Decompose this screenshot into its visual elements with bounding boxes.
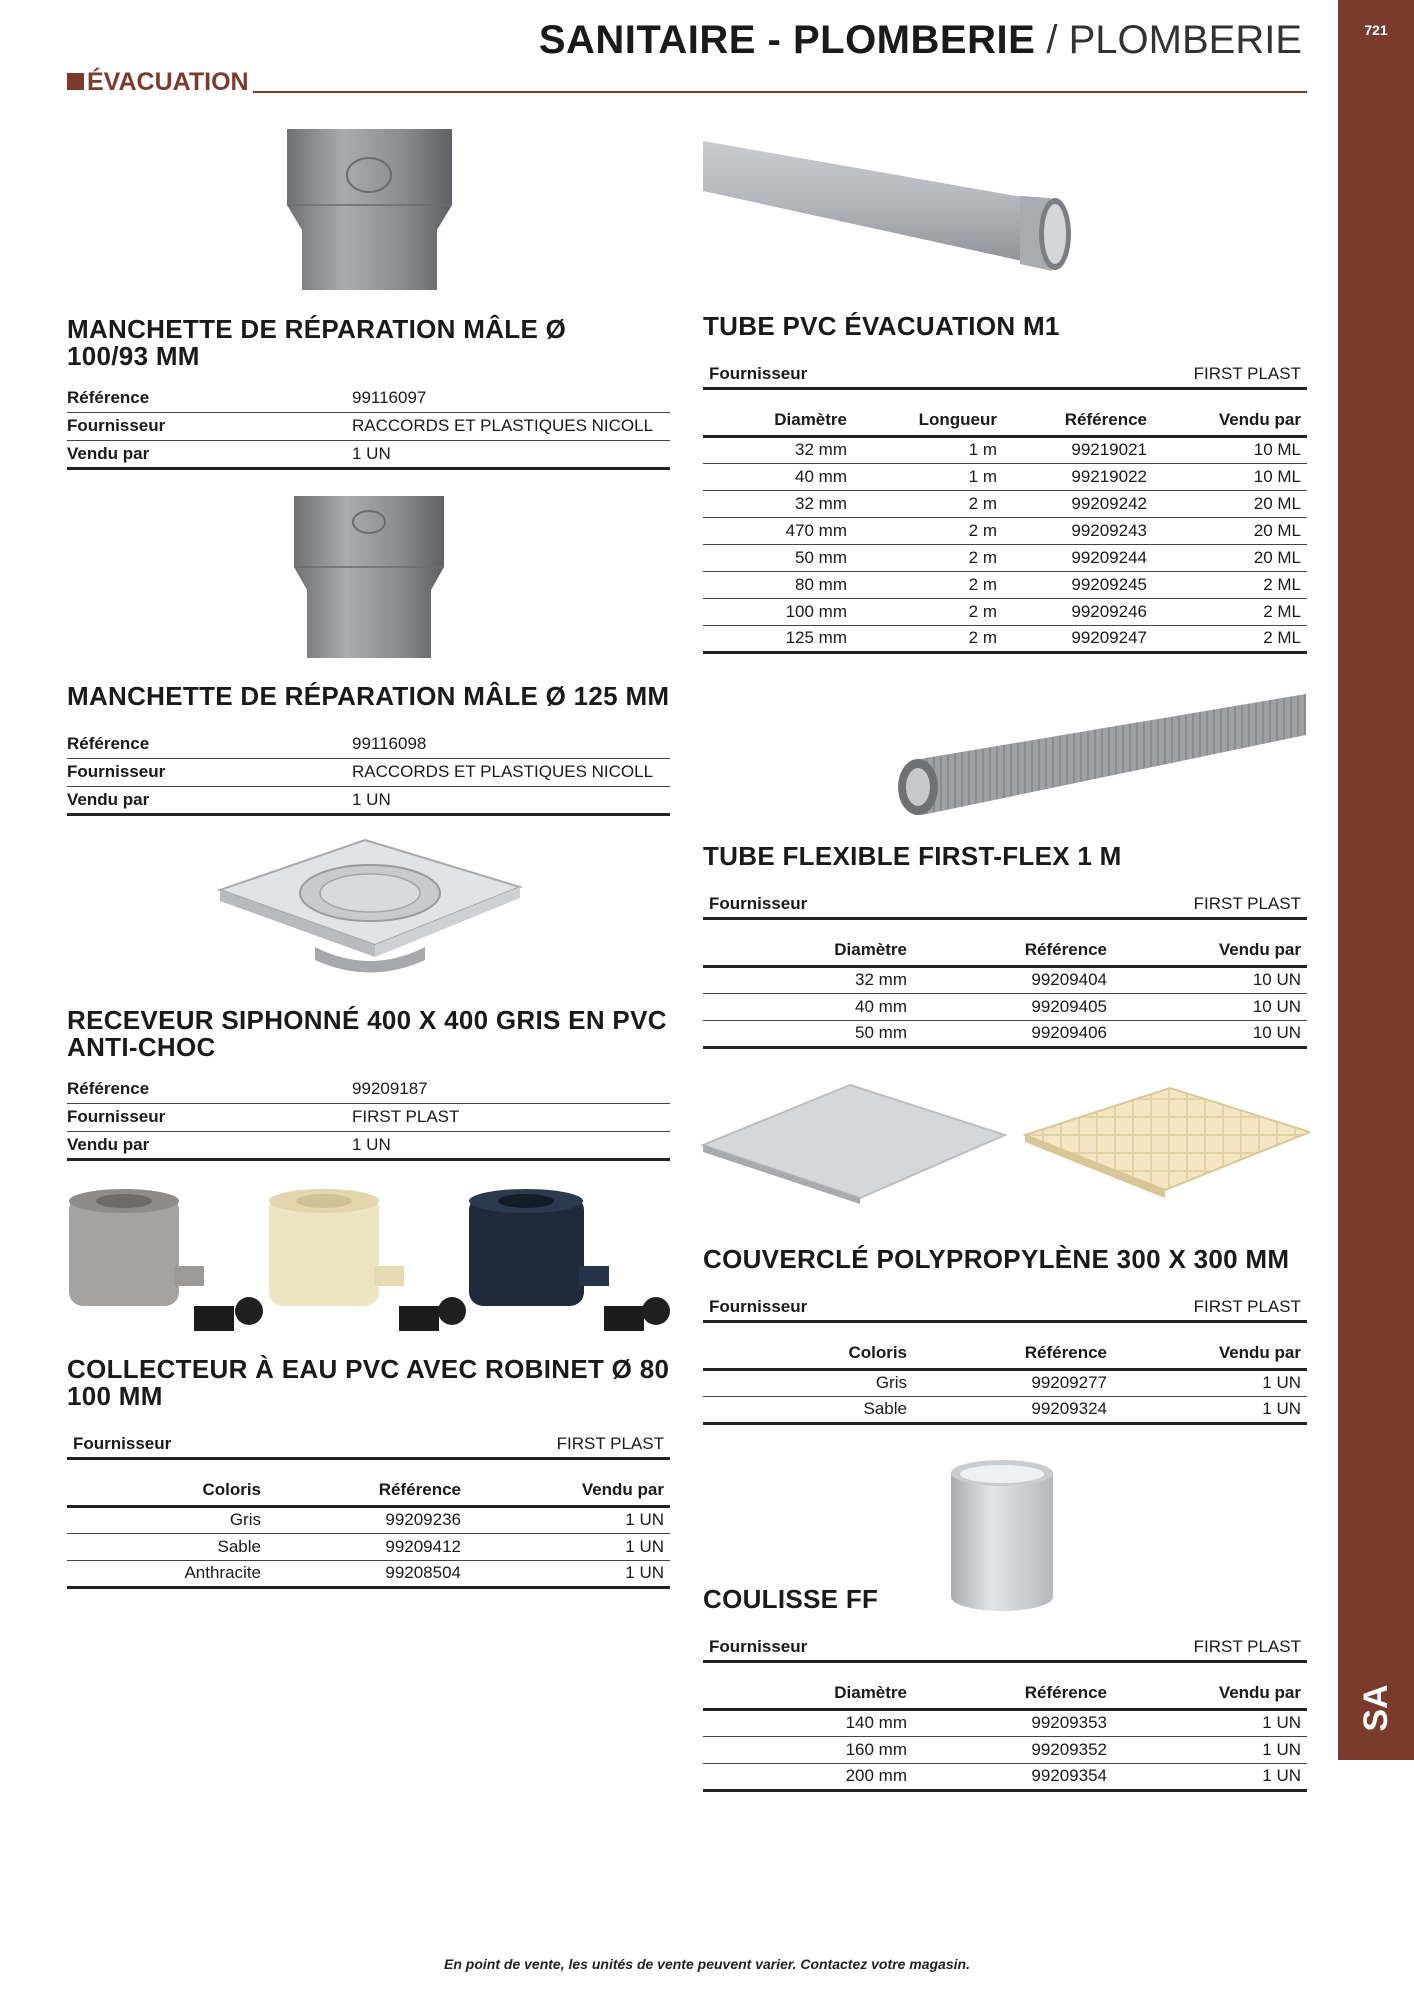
product-manchette-100 bbox=[67, 316, 670, 470]
cell-coloris: Gris bbox=[67, 1506, 267, 1533]
spec-key: Fournisseur bbox=[67, 1103, 352, 1131]
column-header-reference: Référence bbox=[913, 936, 1113, 966]
column-header-diametre: Diamètre bbox=[703, 1679, 913, 1709]
product-title: COUVERCLÉ POLYPROPYLÈNE 300 X 300 MM bbox=[703, 1244, 1290, 1274]
variant-row bbox=[703, 490, 1307, 517]
variant-row bbox=[703, 993, 1307, 1020]
cell-longueur: 2 m bbox=[853, 544, 1003, 571]
supplier-key: Fournisseur bbox=[709, 893, 808, 913]
variant-row bbox=[703, 544, 1307, 571]
product-couvercle bbox=[703, 1246, 1307, 1425]
cell-diametre: 40 mm bbox=[703, 993, 913, 1020]
product-title: MANCHETTE DE RÉPARATION MÂLE Ø 100/93 MM bbox=[67, 314, 567, 371]
supplier-value: FIRST PLAST bbox=[1193, 363, 1301, 383]
cell-diametre: 32 mm bbox=[703, 490, 853, 517]
product-tube-flex bbox=[703, 843, 1307, 1049]
manchette-100-image bbox=[282, 125, 457, 295]
cell-reference: 99209236 bbox=[267, 1506, 467, 1533]
variant-table bbox=[67, 1476, 670, 1589]
spec-key: Vendu par bbox=[67, 1131, 352, 1159]
cell-diametre: 40 mm bbox=[703, 463, 853, 490]
cell-vendu-par: 1 UN bbox=[1113, 1736, 1307, 1763]
variant-table bbox=[703, 1339, 1307, 1425]
variant-header-row bbox=[703, 936, 1307, 966]
spec-value: 1 UN bbox=[352, 786, 670, 814]
supplier-key: Fournisseur bbox=[709, 363, 808, 383]
section-rule bbox=[253, 91, 1307, 93]
tube-flex-image bbox=[884, 690, 1309, 825]
page-number: 721 bbox=[1364, 22, 1388, 38]
spec-value: 1 UN bbox=[352, 1131, 670, 1159]
product-spec-table bbox=[67, 730, 670, 816]
column-header-reference: Référence bbox=[267, 1476, 467, 1506]
cell-reference: 99209245 bbox=[1003, 571, 1153, 598]
variant-row bbox=[703, 1736, 1307, 1763]
variant-row bbox=[703, 1020, 1307, 1047]
spec-key: Référence bbox=[67, 384, 352, 412]
spec-value: 99209187 bbox=[352, 1075, 670, 1103]
cell-diametre: 50 mm bbox=[703, 1020, 913, 1047]
product-title: MANCHETTE DE RÉPARATION MÂLE Ø 125 MM bbox=[67, 681, 670, 711]
spec-key: Vendu par bbox=[67, 786, 352, 814]
variant-row bbox=[703, 1763, 1307, 1790]
spec-row-reference bbox=[67, 1075, 670, 1103]
variant-row bbox=[703, 436, 1307, 463]
supplier-value: FIRST PLAST bbox=[1193, 1636, 1301, 1656]
spec-key: Vendu par bbox=[67, 440, 352, 468]
cell-coloris: Sable bbox=[67, 1533, 267, 1560]
supplier-row bbox=[703, 360, 1307, 390]
column-header-reference: Référence bbox=[913, 1339, 1113, 1369]
cell-vendu-par: 2 ML bbox=[1153, 625, 1307, 652]
spec-row-vendu-par bbox=[67, 786, 670, 814]
cell-diametre: 125 mm bbox=[703, 625, 853, 652]
cell-diametre: 32 mm bbox=[703, 436, 853, 463]
cell-reference: 99209247 bbox=[1003, 625, 1153, 652]
variant-row bbox=[703, 517, 1307, 544]
supplier-key: Fournisseur bbox=[709, 1636, 808, 1656]
column-header-vendu-par: Vendu par bbox=[1113, 1679, 1307, 1709]
column-header-vendu-par: Vendu par bbox=[1113, 1339, 1307, 1369]
supplier-value: FIRST PLAST bbox=[1193, 1296, 1301, 1316]
supplier-row bbox=[703, 1293, 1307, 1323]
cell-reference: 99209353 bbox=[913, 1709, 1113, 1736]
spec-key: Référence bbox=[67, 730, 352, 758]
cell-reference: 99209242 bbox=[1003, 490, 1153, 517]
spec-value: 1 UN bbox=[352, 440, 670, 468]
cell-diametre: 100 mm bbox=[703, 598, 853, 625]
spec-key: Fournisseur bbox=[67, 758, 352, 786]
product-title: COULISSE FF bbox=[703, 1584, 879, 1614]
cell-longueur: 1 m bbox=[853, 463, 1003, 490]
variant-row bbox=[67, 1533, 670, 1560]
column-header-diametre: Diamètre bbox=[703, 936, 913, 966]
section-header bbox=[67, 68, 1307, 96]
cell-reference: 99209404 bbox=[913, 966, 1113, 993]
cell-reference: 99209354 bbox=[913, 1763, 1113, 1790]
side-section-code: SA bbox=[1356, 1684, 1395, 1732]
spec-key: Fournisseur bbox=[67, 412, 352, 440]
product-collecteur bbox=[67, 1356, 670, 1589]
cell-coloris: Gris bbox=[703, 1369, 913, 1396]
cell-reference: 99208504 bbox=[267, 1560, 467, 1587]
supplier-row bbox=[67, 1430, 670, 1460]
cell-reference: 99209277 bbox=[913, 1369, 1113, 1396]
cell-vendu-par: 10 UN bbox=[1113, 993, 1307, 1020]
column-header-vendu-par: Vendu par bbox=[467, 1476, 670, 1506]
product-manchette-125 bbox=[67, 683, 670, 816]
cell-coloris: Anthracite bbox=[67, 1560, 267, 1587]
supplier-value: FIRST PLAST bbox=[556, 1433, 664, 1453]
side-tab bbox=[1338, 0, 1414, 1760]
cell-vendu-par: 1 UN bbox=[1113, 1763, 1307, 1790]
cell-vendu-par: 2 ML bbox=[1153, 598, 1307, 625]
cell-diametre: 140 mm bbox=[703, 1709, 913, 1736]
variant-table bbox=[703, 936, 1307, 1049]
variant-row bbox=[703, 463, 1307, 490]
cell-reference: 99209244 bbox=[1003, 544, 1153, 571]
manchette-125-image bbox=[289, 492, 449, 662]
variant-header-row bbox=[703, 1679, 1307, 1709]
product-title: COLLECTEUR À EAU PVC AVEC ROBINET Ø 80 100 MM bbox=[67, 1354, 670, 1411]
cell-vendu-par: 1 UN bbox=[1113, 1709, 1307, 1736]
cell-longueur: 2 m bbox=[853, 490, 1003, 517]
product-title: TUBE FLEXIBLE FIRST-FLEX 1 M bbox=[703, 841, 1122, 871]
cell-vendu-par: 1 UN bbox=[1113, 1396, 1307, 1423]
cell-reference: 99219022 bbox=[1003, 463, 1153, 490]
column-header-coloris: Coloris bbox=[703, 1339, 913, 1369]
cell-vendu-par: 1 UN bbox=[1113, 1369, 1307, 1396]
column-header-longueur: Longueur bbox=[853, 406, 1003, 436]
cell-reference: 99209243 bbox=[1003, 517, 1153, 544]
spec-value: FIRST PLAST bbox=[352, 1103, 670, 1131]
cell-reference: 99209352 bbox=[913, 1736, 1113, 1763]
cell-vendu-par: 10 ML bbox=[1153, 463, 1307, 490]
variant-row bbox=[67, 1506, 670, 1533]
spec-value: RACCORDS ET PLASTIQUES NICOLL bbox=[352, 758, 670, 786]
column-header-vendu-par: Vendu par bbox=[1113, 936, 1307, 966]
cell-longueur: 2 m bbox=[853, 571, 1003, 598]
column-header-reference: Référence bbox=[1003, 406, 1153, 436]
tube-m1-image bbox=[700, 136, 1080, 286]
cell-reference: 99219021 bbox=[1003, 436, 1153, 463]
product-coulisse bbox=[703, 1586, 1307, 1792]
variant-row bbox=[703, 625, 1307, 652]
cell-diametre: 32 mm bbox=[703, 966, 913, 993]
cell-longueur: 2 m bbox=[853, 517, 1003, 544]
cell-vendu-par: 10 UN bbox=[1113, 966, 1307, 993]
spec-key: Référence bbox=[67, 1075, 352, 1103]
column-header-diametre: Diamètre bbox=[703, 406, 853, 436]
spec-row-fournisseur bbox=[67, 412, 670, 440]
couvercle-image bbox=[700, 1080, 1310, 1205]
cell-longueur: 2 m bbox=[853, 625, 1003, 652]
variant-row bbox=[703, 1709, 1307, 1736]
variant-header-row bbox=[703, 1339, 1307, 1369]
page-title bbox=[539, 16, 1302, 64]
column-header-reference: Référence bbox=[913, 1679, 1113, 1709]
cell-longueur: 1 m bbox=[853, 436, 1003, 463]
variant-header-row bbox=[703, 406, 1307, 436]
cell-vendu-par: 20 ML bbox=[1153, 490, 1307, 517]
spec-row-vendu-par bbox=[67, 1131, 670, 1159]
cell-vendu-par: 1 UN bbox=[467, 1533, 670, 1560]
product-spec-table bbox=[67, 1075, 670, 1161]
cell-diametre: 200 mm bbox=[703, 1763, 913, 1790]
cell-coloris: Sable bbox=[703, 1396, 913, 1423]
spec-value: RACCORDS ET PLASTIQUES NICOLL bbox=[352, 412, 670, 440]
supplier-row bbox=[703, 1633, 1307, 1663]
product-title: TUBE PVC ÉVACUATION M1 bbox=[703, 311, 1060, 341]
variant-row bbox=[67, 1560, 670, 1587]
variant-table bbox=[703, 1679, 1307, 1792]
cell-vendu-par: 20 ML bbox=[1153, 544, 1307, 571]
product-receveur bbox=[67, 1007, 670, 1161]
cell-longueur: 2 m bbox=[853, 598, 1003, 625]
product-spec-table bbox=[67, 384, 670, 470]
cell-diametre: 80 mm bbox=[703, 571, 853, 598]
variant-row bbox=[703, 598, 1307, 625]
variant-row bbox=[703, 1369, 1307, 1396]
page-title-separator: / bbox=[1035, 18, 1069, 62]
column-header-coloris: Coloris bbox=[67, 1476, 267, 1506]
spec-row-reference bbox=[67, 384, 670, 412]
cell-vendu-par: 2 ML bbox=[1153, 571, 1307, 598]
cell-reference: 99209406 bbox=[913, 1020, 1113, 1047]
page-title-sub: PLOMBERIE bbox=[1068, 18, 1302, 62]
section-marker bbox=[67, 73, 84, 90]
section-label: ÉVACUATION bbox=[87, 68, 249, 96]
supplier-row bbox=[703, 890, 1307, 920]
page-title-main: SANITAIRE - PLOMBERIE bbox=[538, 18, 1036, 62]
cell-diametre: 470 mm bbox=[703, 517, 853, 544]
spec-row-fournisseur bbox=[67, 758, 670, 786]
cell-vendu-par: 1 UN bbox=[467, 1506, 670, 1533]
cell-vendu-par: 20 ML bbox=[1153, 517, 1307, 544]
spec-value: 99116098 bbox=[352, 730, 670, 758]
product-tube-m1 bbox=[703, 313, 1307, 654]
supplier-key: Fournisseur bbox=[709, 1296, 808, 1316]
cell-vendu-par: 10 UN bbox=[1113, 1020, 1307, 1047]
variant-row bbox=[703, 966, 1307, 993]
product-title: RECEVEUR SIPHONNÉ 400 X 400 GRIS EN PVC ANTI-CHOC bbox=[67, 1005, 667, 1062]
variant-header-row bbox=[67, 1476, 670, 1506]
spec-row-fournisseur bbox=[67, 1103, 670, 1131]
cell-vendu-par: 10 ML bbox=[1153, 436, 1307, 463]
cell-diametre: 50 mm bbox=[703, 544, 853, 571]
footer-note: En point de vente, les unités de vente peuvent varier. Contactez votre magasin. bbox=[444, 1956, 970, 1972]
cell-vendu-par: 1 UN bbox=[467, 1560, 670, 1587]
cell-diametre: 160 mm bbox=[703, 1736, 913, 1763]
collecteur-image bbox=[64, 1186, 674, 1331]
spec-value: 99116097 bbox=[352, 384, 670, 412]
cell-reference: 99209412 bbox=[267, 1533, 467, 1560]
spec-row-reference bbox=[67, 730, 670, 758]
variant-table bbox=[703, 406, 1307, 654]
receveur-image bbox=[215, 835, 525, 985]
spec-row-vendu-par bbox=[67, 440, 670, 468]
cell-reference: 99209405 bbox=[913, 993, 1113, 1020]
supplier-key: Fournisseur bbox=[73, 1433, 172, 1453]
cell-reference: 99209324 bbox=[913, 1396, 1113, 1423]
variant-row bbox=[703, 1396, 1307, 1423]
variant-row bbox=[703, 571, 1307, 598]
supplier-value: FIRST PLAST bbox=[1193, 893, 1301, 913]
cell-reference: 99209246 bbox=[1003, 598, 1153, 625]
column-header-vendu-par: Vendu par bbox=[1153, 406, 1307, 436]
